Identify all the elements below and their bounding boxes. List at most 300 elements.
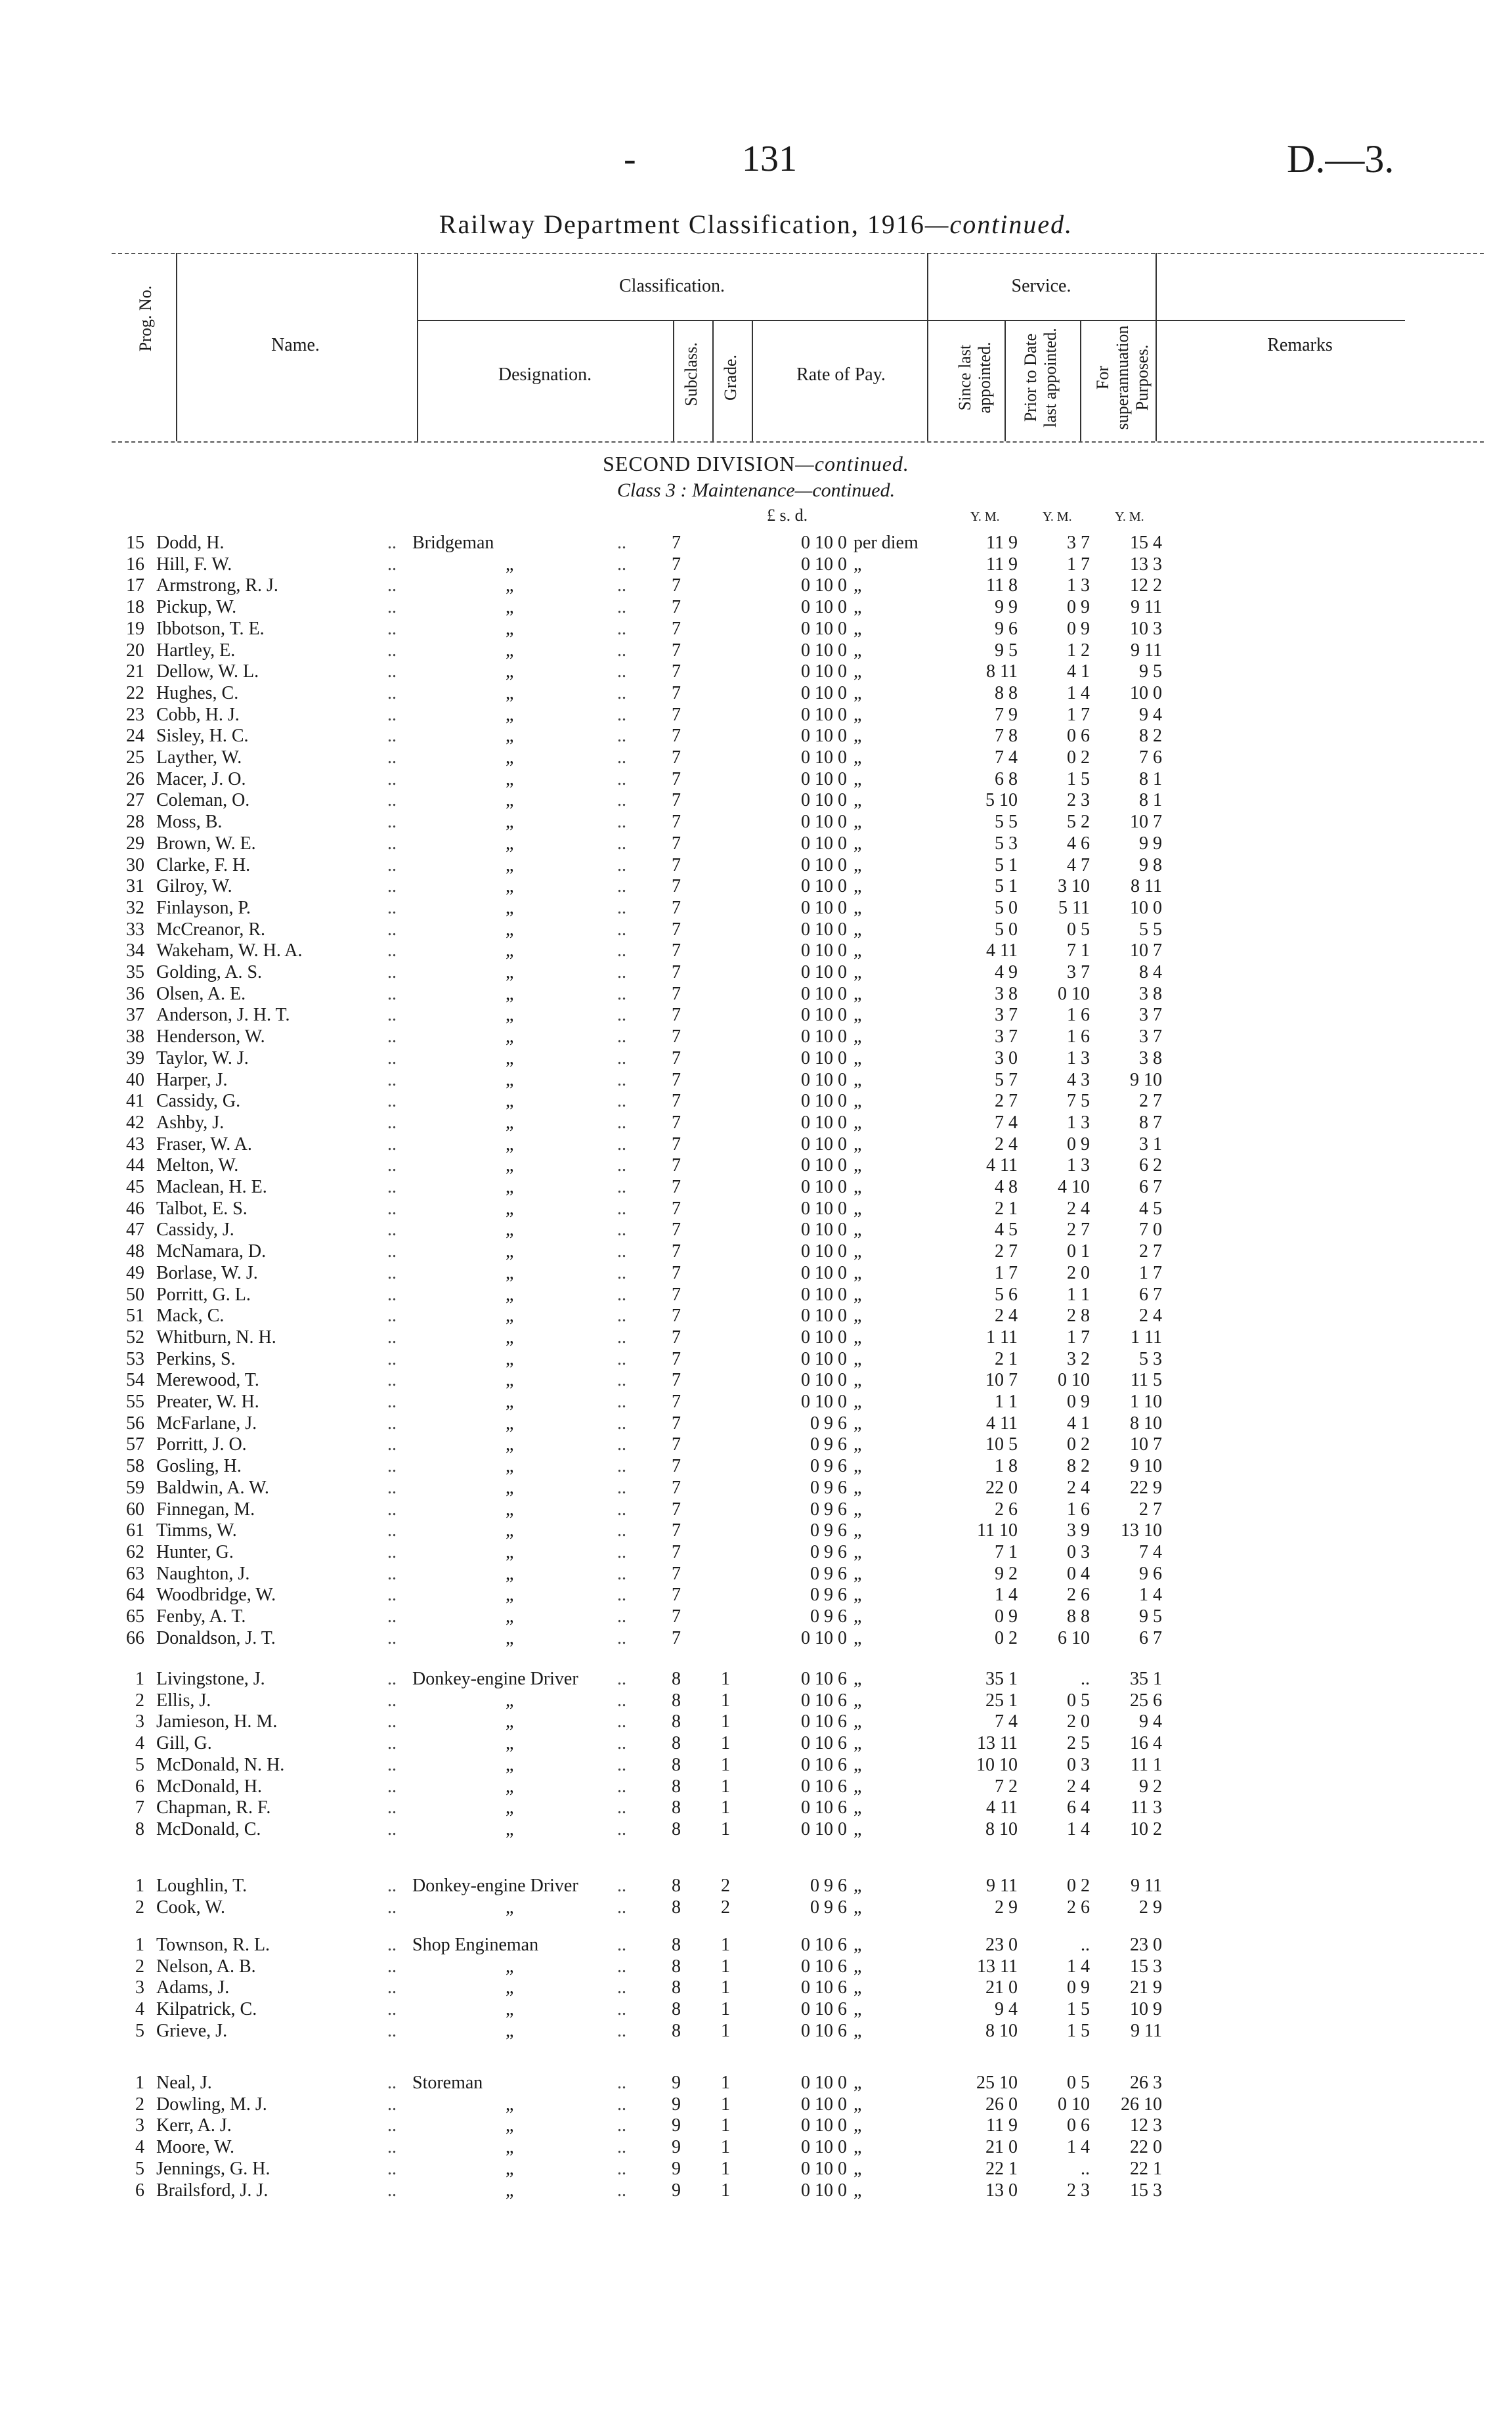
- designation-cell: „: [506, 1005, 514, 1026]
- table-row: [0, 1875, 1512, 1897]
- leader-dots: ..: [387, 833, 397, 854]
- since-last-cell: 7 4: [995, 1112, 1018, 1133]
- superannuation-cell: 8 10: [1130, 1413, 1162, 1434]
- superannuation-cell: 9 11: [1131, 640, 1162, 661]
- subclass-cell: 7: [672, 1413, 681, 1434]
- since-last-cell: 2 7: [995, 1241, 1018, 1262]
- subclass-cell: 7: [672, 1541, 681, 1562]
- designation-cell: „: [506, 1348, 514, 1369]
- table-row: [0, 1897, 1512, 1918]
- superannuation-cell: 6 2: [1139, 1155, 1162, 1176]
- designation-cell: „: [506, 1456, 514, 1477]
- pay-period-cell: „: [853, 1776, 862, 1797]
- name-cell: Neal, J.: [156, 2073, 212, 2093]
- rate-of-pay-cell: 0 10 0: [801, 1133, 847, 1155]
- pay-period-cell: „: [853, 1177, 862, 1197]
- rule-since: [1004, 320, 1006, 441]
- superannuation-cell: 9 10: [1130, 1069, 1162, 1090]
- leader-dots: ..: [387, 2137, 397, 2158]
- prog-no-cell: 7: [135, 1797, 144, 1818]
- rate-of-pay-cell: 0 10 0: [801, 554, 847, 575]
- prior-to-cell: 0 9: [1067, 1977, 1090, 1998]
- name-cell: Hill, F. W.: [156, 554, 232, 575]
- pay-period-cell: „: [853, 1434, 862, 1455]
- subclass-cell: 7: [672, 533, 681, 553]
- since-last-cell: 7 2: [995, 1776, 1018, 1797]
- since-last-cell: 11 8: [986, 575, 1018, 596]
- prog-no-cell: 22: [126, 682, 144, 703]
- leader-dots: ..: [387, 1627, 397, 1648]
- subclass-cell: 7: [672, 1220, 681, 1241]
- since-last-cell: 0 9: [995, 1606, 1018, 1627]
- pay-period-cell: „: [853, 1935, 862, 1955]
- superannuation-cell: 9 9: [1139, 833, 1162, 854]
- designation-cell: „: [506, 1776, 514, 1797]
- designation-cell: „: [506, 1897, 514, 1918]
- rate-of-pay-cell: 0 10 0: [801, 768, 847, 789]
- pay-period-cell: „: [853, 1585, 862, 1606]
- rate-of-pay-cell: 0 10 6: [801, 1690, 847, 1711]
- superannuation-cell: 35 1: [1130, 1669, 1162, 1689]
- pay-period-cell: „: [853, 2094, 862, 2115]
- leader-dots: ..: [387, 940, 397, 961]
- designation-cell: „: [506, 1606, 514, 1627]
- table-row: [0, 1627, 1512, 1649]
- grade-cell: 1: [721, 1999, 730, 2020]
- prior-to-cell: 0 1: [1067, 1241, 1090, 1262]
- prior-to-cell: 3 9: [1067, 1520, 1090, 1541]
- since-last-cell: 4 11: [986, 1155, 1018, 1176]
- leader-dots: ..: [617, 1069, 626, 1090]
- pay-period-cell: „: [853, 2180, 862, 2201]
- table-row: [0, 1262, 1512, 1284]
- leader-dots: ..: [387, 1956, 397, 1977]
- designation-cell: „: [506, 2115, 514, 2136]
- table-row: [0, 940, 1512, 961]
- rate-of-pay-cell: 0 10 0: [801, 726, 847, 747]
- pay-period-cell: „: [853, 2137, 862, 2158]
- designation-cell: „: [506, 1284, 514, 1305]
- superannuation-cell: 1 11: [1131, 1327, 1162, 1348]
- prog-no-cell: 48: [126, 1241, 144, 1262]
- since-last-cell: 4 11: [986, 1797, 1018, 1818]
- pay-period-cell: „: [853, 1306, 862, 1327]
- prior-to-cell: 1 4: [1067, 1956, 1090, 1977]
- leader-dots: ..: [387, 790, 397, 811]
- rate-of-pay-cell: 0 10 0: [801, 919, 847, 940]
- name-cell: Brailsford, J. J.: [156, 2180, 269, 2201]
- name-cell: McNamara, D.: [156, 1241, 267, 1262]
- leader-dots: ..: [617, 575, 626, 596]
- division-heading: [0, 452, 1512, 476]
- leader-dots: ..: [617, 1005, 626, 1026]
- table-row: [0, 1563, 1512, 1585]
- rate-of-pay-cell: 0 10 0: [801, 661, 847, 682]
- leader-dots: ..: [387, 1392, 397, 1412]
- designation-cell: „: [506, 768, 514, 789]
- table-row: [0, 1004, 1512, 1026]
- name-cell: Donaldson, J. T.: [156, 1627, 276, 1648]
- rate-of-pay-cell: 0 10 0: [801, 983, 847, 1004]
- since-last-cell: 2 6: [995, 1499, 1018, 1520]
- since-last-cell: 11 9: [986, 554, 1018, 575]
- subclass-cell: 7: [672, 1306, 681, 1327]
- superannuation-cell: 9 10: [1130, 1456, 1162, 1477]
- prog-no-cell: 17: [126, 575, 144, 596]
- designation-cell: „: [506, 1797, 514, 1818]
- leader-dots: ..: [617, 1133, 626, 1155]
- rate-of-pay-cell: 0 10 0: [801, 2073, 847, 2093]
- leader-dots: ..: [617, 533, 626, 553]
- rate-of-pay-cell: 0 10 6: [801, 1999, 847, 2020]
- name-cell: Hughes, C.: [156, 682, 239, 703]
- leader-dots: ..: [617, 1262, 626, 1283]
- superannuation-cell: 10 7: [1130, 812, 1162, 833]
- since-last-cell: 4 11: [986, 1413, 1018, 1434]
- superannuation-cell: 21 9: [1130, 1977, 1162, 1998]
- subclass-cell: 7: [672, 833, 681, 854]
- pay-period-cell: „: [853, 1005, 862, 1026]
- prior-to-cell: 0 9: [1067, 618, 1090, 639]
- pay-period-cell: „: [853, 1155, 862, 1176]
- since-last-cell: 8 10: [985, 2020, 1018, 2041]
- table-row: [0, 554, 1512, 575]
- leader-dots: ..: [387, 1262, 397, 1283]
- subclass-cell: 7: [672, 1477, 681, 1498]
- rate-of-pay-cell: 0 10 6: [801, 1711, 847, 1732]
- leader-dots: ..: [617, 1776, 626, 1797]
- leader-dots: ..: [617, 618, 626, 639]
- prior-to-cell: ..: [1081, 1669, 1090, 1689]
- pay-period-cell: „: [853, 1133, 862, 1155]
- prog-no-cell: 24: [126, 726, 144, 747]
- leader-dots: ..: [387, 618, 397, 639]
- table-row: [0, 1133, 1512, 1155]
- prior-to-cell: 1 4: [1067, 2137, 1090, 2158]
- leader-dots: ..: [617, 2137, 626, 2158]
- subclass-cell: 7: [672, 1627, 681, 1648]
- superannuation-cell: 22 1: [1130, 2158, 1162, 2179]
- designation-cell: „: [506, 640, 514, 661]
- leader-dots: ..: [387, 1754, 397, 1775]
- designation-cell: „: [506, 1563, 514, 1584]
- leader-dots: ..: [617, 1669, 626, 1689]
- leader-dots: ..: [387, 1005, 397, 1026]
- grade-cell: 1: [721, 2020, 730, 2041]
- table-row: [0, 1155, 1512, 1176]
- leader-dots: ..: [387, 1541, 397, 1562]
- leader-dots: ..: [387, 1133, 397, 1155]
- table-row: [0, 2115, 1512, 2136]
- prog-no-cell: 29: [126, 833, 144, 854]
- subclass-cell: 8: [672, 1935, 681, 1955]
- pay-period-cell: „: [853, 897, 862, 918]
- prog-no-cell: 2: [135, 1690, 144, 1711]
- superannuation-cell: 13 3: [1130, 554, 1162, 575]
- designation-cell: „: [506, 897, 514, 918]
- name-cell: McFarlane, J.: [156, 1413, 257, 1434]
- table-row: [0, 1176, 1512, 1198]
- pay-period-cell: „: [853, 704, 862, 725]
- document-reference: D.—3.: [1287, 137, 1394, 181]
- name-cell: Jennings, G. H.: [156, 2158, 270, 2179]
- prog-no-cell: 2: [135, 1897, 144, 1918]
- designation-cell: Donkey-engine Driver: [412, 1669, 578, 1689]
- designation-cell: „: [506, 1370, 514, 1391]
- designation-cell: „: [506, 962, 514, 982]
- superannuation-cell: 5 3: [1139, 1348, 1162, 1369]
- subclass-cell: 7: [672, 1585, 681, 1606]
- pay-period-cell: „: [853, 1977, 862, 1998]
- designation-cell: „: [506, 1956, 514, 1977]
- name-cell: Adams, J.: [156, 1977, 230, 1998]
- rule-prior: [1080, 320, 1081, 441]
- prior-to-cell: 6 10: [1058, 1627, 1090, 1648]
- superannuation-cell: 2 7: [1139, 1241, 1162, 1262]
- prog-no-cell: 33: [126, 919, 144, 940]
- leader-dots: ..: [387, 1327, 397, 1348]
- table-row: [0, 1977, 1512, 1998]
- superannuation-cell: 7 0: [1139, 1220, 1162, 1241]
- leader-dots: ..: [387, 1563, 397, 1584]
- designation-cell: „: [506, 1306, 514, 1327]
- subclass-cell: 7: [672, 919, 681, 940]
- name-cell: Grieve, J.: [156, 2020, 228, 2041]
- leader-dots: ..: [387, 1876, 397, 1896]
- superannuation-cell: 3 8: [1139, 983, 1162, 1004]
- designation-cell: „: [506, 1047, 514, 1068]
- table-row: [0, 1754, 1512, 1776]
- designation-cell: „: [506, 1026, 514, 1047]
- grade-cell: 1: [721, 1935, 730, 1955]
- leader-dots: ..: [617, 1327, 626, 1348]
- superannuation-cell: 4 5: [1139, 1198, 1162, 1219]
- prior-to-cell: 2 4: [1067, 1477, 1090, 1498]
- subclass-cell: 8: [672, 2020, 681, 2041]
- table-row: [0, 1241, 1512, 1262]
- prior-to-cell: 5 11: [1058, 897, 1090, 918]
- pay-period-cell: „: [853, 1563, 862, 1584]
- name-cell: Melton, W.: [156, 1155, 239, 1176]
- leader-dots: ..: [617, 1897, 626, 1918]
- rate-of-pay-cell: 0 10 6: [801, 1935, 847, 1955]
- name-cell: Nelson, A. B.: [156, 1956, 256, 1977]
- table-row: [0, 875, 1512, 897]
- prior-to-cell: 0 5: [1067, 2073, 1090, 2093]
- table-row: [0, 1668, 1512, 1690]
- grade-cell: 2: [721, 1876, 730, 1896]
- designation-cell: „: [506, 1711, 514, 1732]
- prog-no-cell: 30: [126, 854, 144, 875]
- name-cell: Armstrong, R. J.: [156, 575, 278, 596]
- since-last-cell: 9 4: [995, 1999, 1018, 2020]
- leader-dots: ..: [387, 1456, 397, 1477]
- prior-to-cell: 3 7: [1067, 962, 1090, 982]
- subclass-cell: 7: [672, 704, 681, 725]
- pay-period-cell: „: [853, 1456, 862, 1477]
- leader-dots: ..: [617, 1370, 626, 1391]
- pay-period-cell: per diem: [853, 533, 918, 553]
- pay-period-cell: „: [853, 1541, 862, 1562]
- superannuation-cell: 3 1: [1139, 1133, 1162, 1155]
- subclass-cell: 7: [672, 554, 681, 575]
- since-last-cell: 5 0: [995, 897, 1018, 918]
- leader-dots: ..: [617, 1733, 626, 1754]
- since-last-cell: 7 1: [995, 1541, 1018, 1562]
- rate-of-pay-cell: 0 10 0: [801, 1198, 847, 1219]
- leader-dots: ..: [387, 1477, 397, 1498]
- pay-period-cell: „: [853, 1112, 862, 1133]
- prior-to-cell: ..: [1081, 1935, 1090, 1955]
- pay-period-cell: „: [853, 618, 862, 639]
- leader-dots: ..: [387, 1241, 397, 1262]
- grade-cell: 1: [721, 2180, 730, 2201]
- super-units: Y. M.: [1115, 510, 1144, 524]
- designation-cell: „: [506, 1220, 514, 1241]
- prior-to-cell: 1 3: [1067, 1155, 1090, 1176]
- grade-cell: 1: [721, 2073, 730, 2093]
- rule-subclass: [712, 320, 714, 441]
- pay-period-cell: „: [853, 1198, 862, 1219]
- leader-dots: ..: [387, 1155, 397, 1176]
- prior-to-cell: 1 7: [1067, 1327, 1090, 1348]
- superannuation-cell: 12 2: [1130, 575, 1162, 596]
- prior-to-cell: 1 7: [1067, 704, 1090, 725]
- leader-dots: ..: [617, 2020, 626, 2041]
- leader-dots: ..: [617, 1606, 626, 1627]
- superannuation-cell: 9 5: [1139, 661, 1162, 682]
- designation-cell: „: [506, 1754, 514, 1775]
- table-row: [0, 1776, 1512, 1797]
- rate-of-pay-cell: 0 10 0: [801, 1047, 847, 1068]
- rate-of-pay-cell: 0 10 0: [801, 747, 847, 768]
- designation-cell: „: [506, 1177, 514, 1197]
- prog-no-cell: 59: [126, 1477, 144, 1498]
- superannuation-cell: 9 6: [1139, 1563, 1162, 1584]
- leader-dots: ..: [387, 1499, 397, 1520]
- leader-dots: ..: [387, 1284, 397, 1305]
- leader-dots: ..: [387, 1733, 397, 1754]
- subclass-cell: 8: [672, 1754, 681, 1775]
- designation-cell: „: [506, 983, 514, 1004]
- prog-no-cell: 3: [135, 1711, 144, 1732]
- table-row: [0, 1584, 1512, 1606]
- prior-to-cell: 0 3: [1067, 1541, 1090, 1562]
- designation-cell: „: [506, 747, 514, 768]
- superannuation-cell: 10 0: [1130, 682, 1162, 703]
- superannuation-cell: 8 1: [1139, 790, 1162, 811]
- pay-period-cell: „: [853, 1348, 862, 1369]
- table-row: [0, 789, 1512, 811]
- prog-no-cell: 56: [126, 1413, 144, 1434]
- designation-cell: „: [506, 1818, 514, 1839]
- since-last-cell: 35 1: [985, 1669, 1018, 1689]
- prog-no-cell: 4: [135, 1999, 144, 2020]
- since-last-cell: 22 0: [985, 1477, 1018, 1498]
- prior-to-cell: 4 1: [1067, 1413, 1090, 1434]
- since-last-cell: 26 0: [985, 2094, 1018, 2115]
- leader-dots: ..: [387, 1711, 397, 1732]
- pay-period-cell: „: [853, 661, 862, 682]
- subclass-cell: 8: [672, 1711, 681, 1732]
- name-cell: Maclean, H. E.: [156, 1177, 267, 1197]
- subclass-cell: 7: [672, 790, 681, 811]
- table-row: [0, 640, 1512, 661]
- prior-to-cell: 4 6: [1067, 833, 1090, 854]
- pay-period-cell: „: [853, 1627, 862, 1648]
- since-last-cell: 1 8: [995, 1456, 1018, 1477]
- since-last-cell: 5 10: [985, 790, 1018, 811]
- designation-cell: „: [506, 1541, 514, 1562]
- leader-dots: ..: [617, 1541, 626, 1562]
- subclass-cell: 7: [672, 747, 681, 768]
- prog-no-cell: 52: [126, 1327, 144, 1348]
- since-last-cell: 9 11: [986, 1876, 1018, 1896]
- since-last-cell: 5 6: [995, 1284, 1018, 1305]
- leader-dots: ..: [387, 747, 397, 768]
- grade-cell: 1: [721, 1797, 730, 1818]
- name-cell: Anderson, J. H. T.: [156, 1005, 290, 1026]
- subclass-cell: 9: [672, 2180, 681, 2201]
- superannuation-cell: 11 5: [1131, 1370, 1162, 1391]
- grade-cell: 1: [721, 1754, 730, 1775]
- rate-of-pay-cell: 0 9 6: [810, 1477, 847, 1498]
- superannuation-cell: 1 10: [1130, 1392, 1162, 1412]
- pay-period-cell: „: [853, 1797, 862, 1818]
- leader-dots: ..: [617, 726, 626, 747]
- designation-cell: „: [506, 919, 514, 940]
- pay-period-cell: „: [853, 1262, 862, 1283]
- rate-of-pay-cell: 0 10 0: [801, 1112, 847, 1133]
- table-row: [0, 1541, 1512, 1563]
- leader-dots: ..: [387, 1413, 397, 1434]
- subclass-cell: 8: [672, 1669, 681, 1689]
- since-last-cell: 7 9: [995, 704, 1018, 725]
- page-title: [0, 209, 1512, 240]
- rate-of-pay-cell: 0 10 0: [801, 790, 847, 811]
- pay-period-cell: „: [853, 1733, 862, 1754]
- subclass-cell: 7: [672, 1133, 681, 1155]
- table-row: [0, 1198, 1512, 1220]
- pay-period-cell: „: [853, 575, 862, 596]
- pay-period-cell: „: [853, 1876, 862, 1896]
- name-cell: Gill, G.: [156, 1733, 212, 1754]
- name-cell: Townson, R. L.: [156, 1935, 270, 1955]
- leader-dots: ..: [387, 1776, 397, 1797]
- subclass-cell: 7: [672, 768, 681, 789]
- table-row: [0, 725, 1512, 747]
- table-row: [0, 1934, 1512, 1956]
- leader-dots: ..: [617, 1220, 626, 1241]
- prior-to-cell: 0 4: [1067, 1563, 1090, 1584]
- name-cell: Cassidy, J.: [156, 1220, 234, 1241]
- leader-dots: ..: [617, 2094, 626, 2115]
- rate-of-pay-cell: 0 9 6: [810, 1520, 847, 1541]
- prior-to-cell: ..: [1081, 2158, 1090, 2179]
- prior-to-cell: 3 7: [1067, 533, 1090, 553]
- superannuation-cell: 9 4: [1139, 704, 1162, 725]
- prior-to-cell: 0 5: [1067, 1690, 1090, 1711]
- rule-prog: [176, 253, 177, 441]
- table-row: [0, 1732, 1512, 1754]
- grade-cell: 1: [721, 1818, 730, 1839]
- since-last-cell: 10 7: [985, 1370, 1018, 1391]
- leader-dots: ..: [617, 1477, 626, 1498]
- header-remarks: Remarks: [1267, 335, 1333, 355]
- pay-period-cell: „: [853, 940, 862, 961]
- name-cell: Timms, W.: [156, 1520, 237, 1541]
- name-cell: Merewood, T.: [156, 1370, 259, 1391]
